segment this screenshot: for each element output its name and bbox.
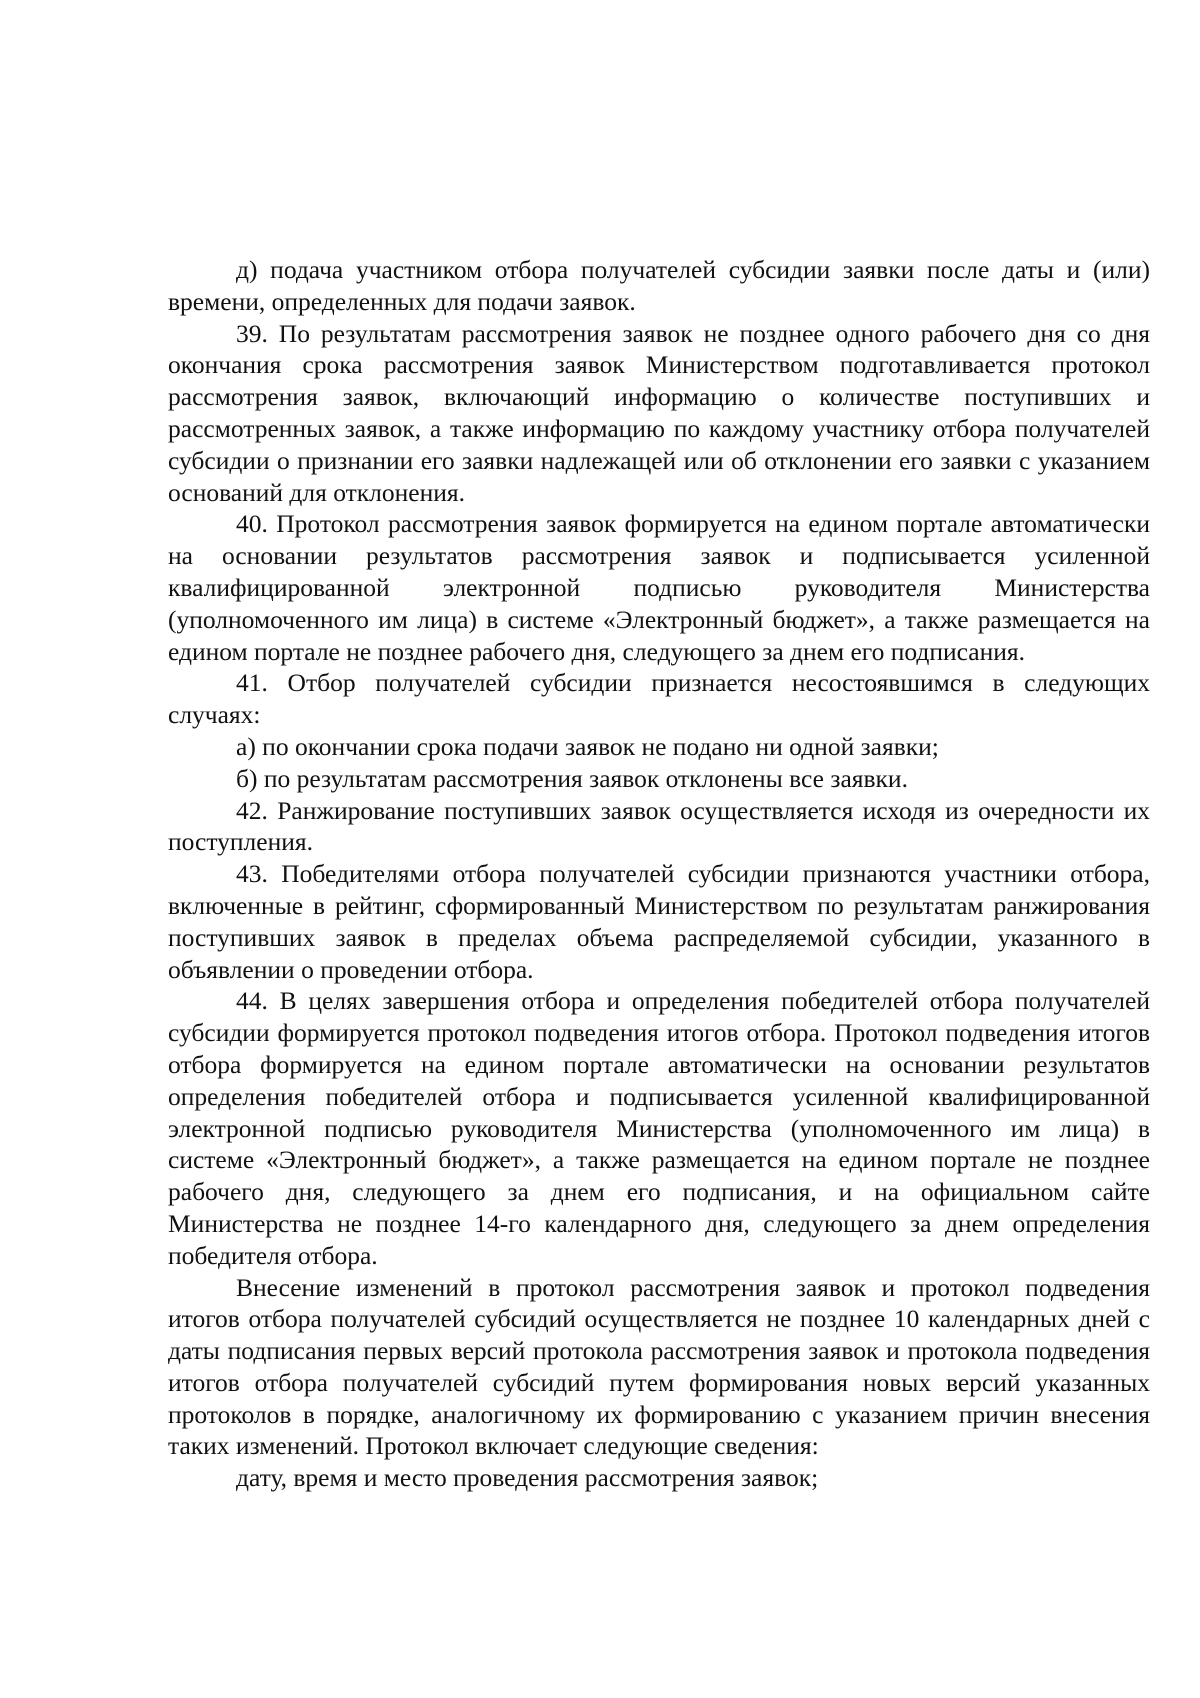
paragraph-42: 42. Ранжирование поступивших заявок осуществляется исходя из очередности их поступления. — [168, 795, 1150, 857]
paragraph-protocol-changes: Внесение изменений в протокол рассмотрения заявок и протокол подведения итогов отбора получателей субсидий осуществляется не позднее 10 календарных дней с даты подписания первых версий протокола рассмотрения заявок и протокола подведения итогов отбора получателей субсидий путем формирования новых версий указанных протоколов в порядке, аналогичному их формированию с указанием причин внесения таких изменений. Протокол включает следующие сведения: — [168, 1272, 1150, 1461]
paragraph-item-d: д) подача участником отбора получателей субсидии заявки после даты и (или) времени, определенных для подачи заявок. — [168, 255, 1150, 316]
paragraph-39: 39. По результатам рассмотрения заявок не позднее одного рабочего дня со дня окончания срока рассмотрения заявок Министерством подготавливается протокол рассмотрения заявок, включающий информацию о количестве поступивших и рассмотренных заявок, а также информацию по каждому участнику отбора получателей субсидии о признании его заявки надлежащей или об отклонении его заявки с указанием оснований для отклонения. — [168, 318, 1150, 507]
paragraph-44: 44. В целях завершения отбора и определения победителей отбора получателей субсидии формируется протокол подведения итогов отбора. Протокол подведения итогов отбора формируется на едином портале автоматически на основании результатов определения победителей отбора и подписывается усиленной квалифицированной электронной подписью руководителя Министерства (уполномоченного им лица) в системе «Электронный бюджет», а также размещается на едином портале не позднее рабочего дня, следующего за днем его подписания, и на официальном сайте Министерства не позднее 14-го календарного дня, следующего за днем определения победителя отбора. — [168, 986, 1150, 1270]
paragraph-40: 40. Протокол рассмотрения заявок формируется на едином портале автоматически на основании результатов рассмотрения заявок и подписывается усиленной квалифицированной электронной подписью руководителя Министерства (уполномоченного им лица) в системе «Электронный бюджет», а также размещается на едином портале не позднее рабочего дня, следующего за днем его подписания. — [168, 509, 1150, 666]
paragraph-protocol-item-date: дату, время и место проведения рассмотрения заявок; — [236, 1463, 819, 1493]
paragraph-41-item-b: б) по результатам рассмотрения заявок отклонены все заявки. — [236, 763, 908, 793]
document-page — [168, 254, 1150, 1494]
paragraph-43: 43. Победителями отбора получателей субсидии признаются участники отбора, включенные в рейтинг, сформированный Министерством по результатам ранжирования поступивших заявок в пределах объема распределяемой субсидии, указанного в объявлении о проведении отбора. — [168, 859, 1150, 984]
paragraph-41-item-a: а) по окончании срока подачи заявок не подано ни одной заявки; — [236, 731, 939, 761]
paragraph-41: 41. Отбор получателей субсидии признается несостоявшимся в следующих случаях: — [168, 668, 1150, 730]
